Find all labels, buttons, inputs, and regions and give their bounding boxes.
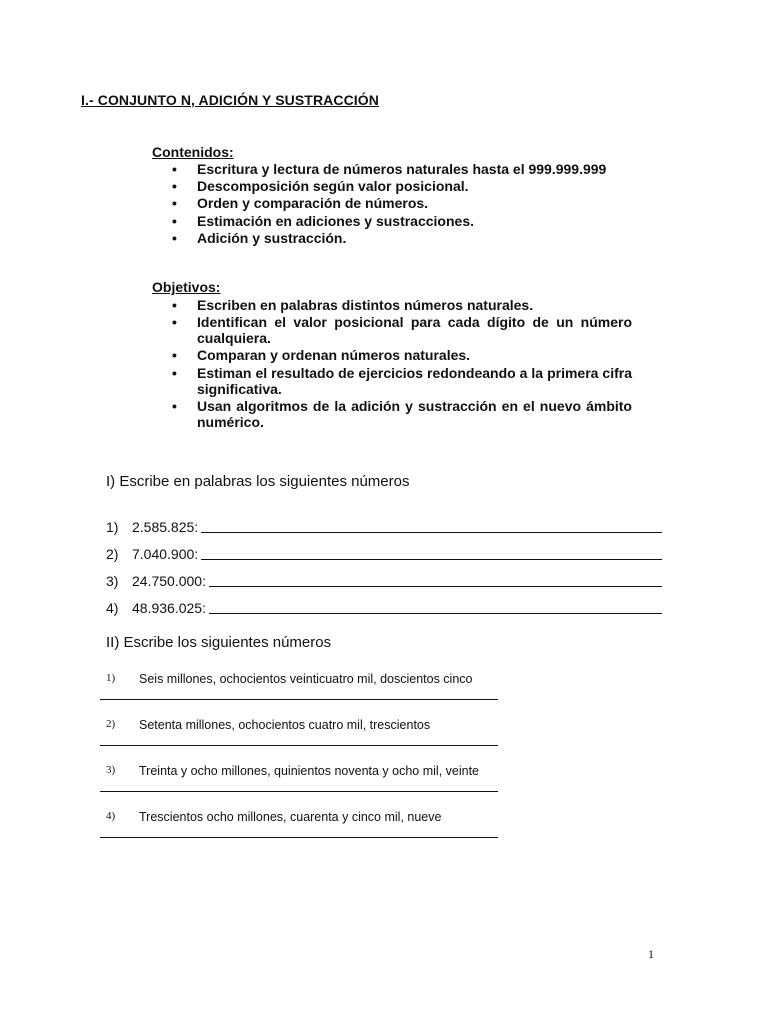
objetivos-item: • Usan algoritmos de la adición y sustracción en el nuevo ámbito numérico. — [172, 397, 632, 430]
question1-list — [106, 508, 662, 616]
bullet-icon: • — [172, 178, 177, 195]
question1-number: 4) — [106, 600, 119, 616]
bullet-icon: • — [172, 347, 177, 364]
page-number: 1 — [648, 947, 654, 961]
contenidos-item: • Adición y sustracción. — [172, 229, 347, 246]
question2-heading: II) Escribe los siguientes números — [106, 634, 332, 651]
question2-item[interactable] — [100, 664, 498, 700]
question2-text: Seis millones, ochocientos veinticuatro mil, doscientos cinco — [139, 672, 473, 686]
question2-item[interactable] — [100, 756, 498, 792]
objetivos-item: • Estiman el resultado de ejercicios redondeando a la primera cifra significativa. — [172, 364, 632, 397]
contenidos-item: • Orden y comparación de números. — [172, 195, 429, 212]
question1-value: 7.040.900: — [132, 546, 199, 562]
question1-number: 2) — [106, 546, 119, 562]
question2-text: Setenta millones, ochocientos cuatro mil, trescientos — [139, 718, 431, 732]
bullet-icon: • — [172, 364, 177, 381]
bullet-icon: • — [172, 161, 177, 177]
question1-row — [106, 589, 662, 616]
contenidos-label: Contenidos: — [152, 144, 234, 160]
objetivos-label: Objetivos: — [152, 279, 221, 295]
answer-line[interactable] — [209, 599, 662, 614]
question2-list — [100, 664, 498, 848]
question1-row — [106, 562, 662, 589]
bullet-icon: • — [172, 195, 177, 212]
question1-number: 1) — [106, 519, 119, 535]
question1-number: 3) — [106, 573, 119, 589]
question2-number: 2) — [106, 718, 116, 730]
contenidos-list — [152, 161, 632, 247]
page-title: I.- CONJUNTO N, ADICIÓN Y SUSTRACCIÓN — [81, 92, 379, 108]
bullet-icon: • — [172, 397, 177, 414]
answer-line[interactable] — [209, 572, 662, 587]
answer-line[interactable] — [201, 545, 662, 560]
question2-number: 1) — [106, 672, 116, 684]
question1-row — [106, 508, 662, 535]
bullet-icon: • — [172, 229, 177, 246]
objetivos-item: • Comparan y ordenan números naturales. — [172, 347, 471, 364]
bullet-icon: • — [172, 212, 177, 229]
bullet-icon: • — [172, 297, 177, 313]
question2-item[interactable] — [100, 710, 498, 746]
contenidos-item: • Escritura y lectura de números naturales hasta el 999.999.999 — [172, 161, 607, 177]
question2-item[interactable] — [100, 802, 498, 838]
question1-heading: I) Escribe en palabras los siguientes números — [106, 473, 410, 490]
objetivos-item: • Identifican el valor posicional para cada dígito de un número cualquiera. — [172, 314, 632, 347]
question1-value: 2.585.825: — [132, 519, 199, 535]
question2-number: 4) — [106, 810, 116, 822]
question1-value: 48.936.025: — [132, 600, 206, 616]
objetivos-list — [152, 297, 632, 431]
question1-row — [106, 535, 662, 562]
bullet-icon: • — [172, 314, 177, 331]
question2-number: 3) — [106, 764, 116, 776]
objetivos-item: • Escriben en palabras distintos números naturales. — [172, 297, 534, 313]
contenidos-item: • Estimación en adiciones y sustracciones. — [172, 212, 474, 229]
contenidos-item: • Descomposición según valor posicional. — [172, 178, 469, 195]
question1-value: 24.750.000: — [132, 573, 206, 589]
question2-text: Trescientos ocho millones, cuarenta y cinco mil, nueve — [139, 810, 442, 824]
question2-text: Treinta y ocho millones, quinientos noventa y ocho mil, veinte — [139, 764, 479, 778]
answer-line[interactable] — [201, 518, 662, 533]
